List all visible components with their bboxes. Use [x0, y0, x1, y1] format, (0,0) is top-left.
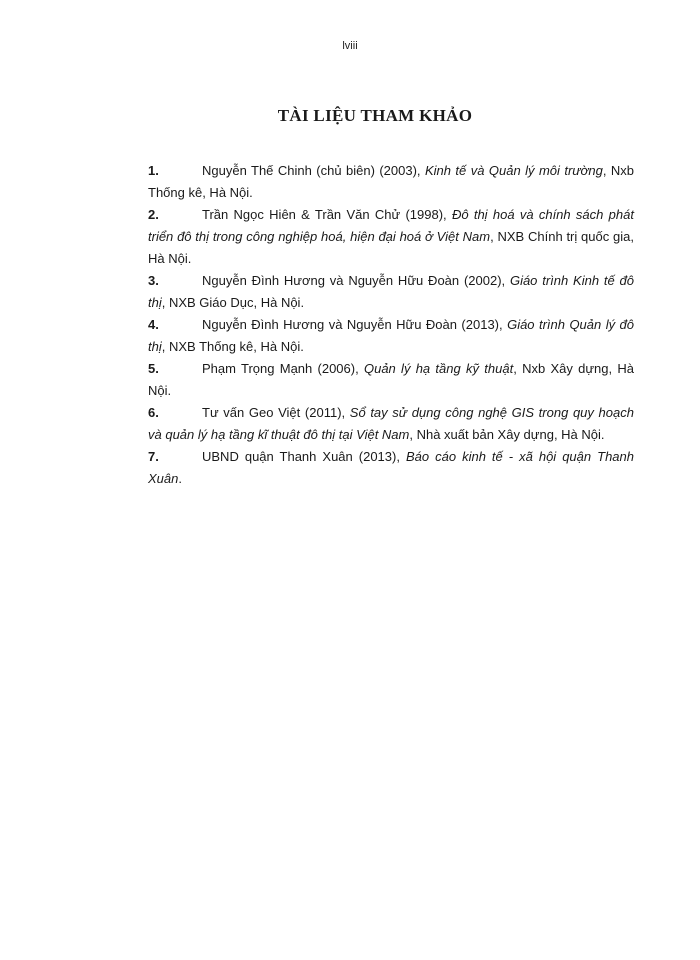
reference-authors: Nguyễn Thế Chinh (chủ biên) (2003), [202, 163, 425, 178]
reference-authors: Nguyễn Đình Hương và Nguyễn Hữu Đoàn (2013), [202, 317, 508, 332]
reference-publisher: , NXB Giáo Dục, Hà Nội. [161, 295, 305, 310]
reference-number: 7. [148, 449, 159, 464]
reference-item [148, 402, 634, 446]
reference-authors: Trần Ngọc Hiên & Trần Văn Chử (1998), [202, 207, 452, 222]
reference-title: Kinh tế và Quản lý môi trường [424, 163, 603, 178]
reference-item [148, 314, 634, 358]
reference-number: 4. [148, 317, 159, 332]
reference-title: Báo cáo kinh tế - xã hội quận Thanh Xuân [148, 449, 634, 486]
reference-publisher: , Nxb Xây dựng, Hà Nội. [148, 361, 635, 398]
reference-publisher: . [178, 471, 182, 486]
reference-authors: Tư vấn Geo Việt (2011), [202, 405, 350, 420]
reference-list [148, 160, 634, 490]
reference-authors: Phạm Trọng Mạnh (2006), [202, 361, 364, 376]
reference-publisher: , Nhà xuất bản Xây dựng, Hà Nội. [409, 427, 605, 442]
reference-authors: UBND quận Thanh Xuân (2013), [202, 449, 406, 464]
reference-title: Đô thị hoá và chính sách phát triển đô thị trong công nghiệp hoá, hiện đại hoá ở Việt Nam [148, 207, 634, 244]
reference-number: 3. [148, 273, 159, 288]
reference-item [148, 446, 634, 490]
reference-number: 2. [148, 207, 159, 222]
reference-title: Giáo trình Quản lý đô thị [148, 317, 634, 354]
reference-publisher: , NXB Thống kê, Hà Nội. [161, 339, 304, 354]
reference-number: 1. [148, 163, 159, 178]
page-title: TÀI LIỆU THAM KHẢO [277, 106, 473, 125]
reference-title: Quản lý hạ tầng kỹ thuật [363, 361, 514, 376]
reference-publisher: , NXB Chính trị quốc gia, Hà Nội. [148, 229, 634, 266]
reference-authors: Nguyễn Đình Hương và Nguyễn Hữu Đoàn (2002), [202, 273, 510, 288]
reference-item [148, 358, 634, 402]
reference-item [148, 204, 634, 270]
reference-item [148, 160, 634, 204]
reference-number: 5. [148, 361, 159, 376]
reference-number: 6. [148, 405, 159, 420]
reference-publisher: , Nxb Thống kê, Hà Nội. [148, 163, 634, 200]
reference-item [148, 270, 634, 314]
page-number: lviii [342, 40, 358, 52]
reference-title: Sổ tay sử dụng công nghệ GIS trong quy hoạch và quản lý hạ tầng kĩ thuật đô thị tại Việt Nam [148, 405, 634, 442]
reference-title: Giáo trình Kinh tế đô thị [148, 273, 634, 310]
